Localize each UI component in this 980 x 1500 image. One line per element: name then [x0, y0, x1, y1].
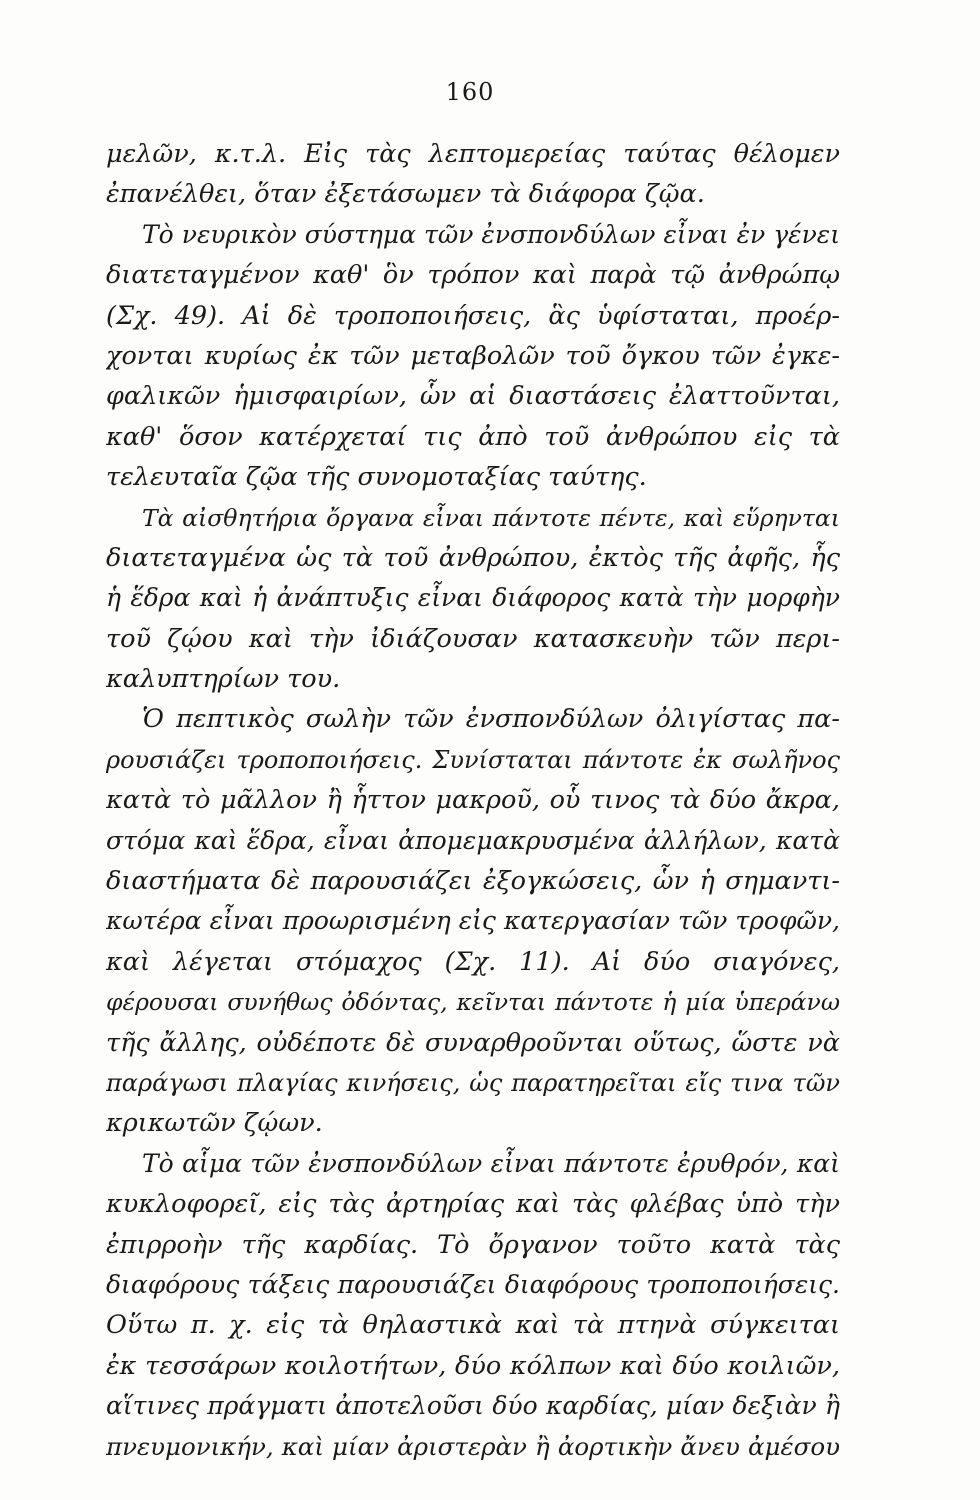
text-line: τελευταῖα ζῷα τῆς συνομοταξίας ταύτης. [106, 462, 647, 493]
text-line: χονται κυρίως ἐκ τῶν μεταβολῶν τοῦ ὄγκου τῶν ἐγκε- [106, 340, 840, 371]
text-line: Ὁ πεπτικὸς σωλὴν τῶν ἐνσπονδύλων ὀλιγίστας πα- [142, 704, 840, 735]
text-line: καλυπτηρίων του. [106, 664, 341, 695]
text-line: ἐπιρροὴν τῆς καρδίας. Τὸ ὄργανον τοῦτο κατὰ τὰς [106, 1229, 840, 1260]
text-line: διαφόρους τάξεις παρουσιάζει διαφόρους τροποποιήσεις. [106, 1269, 840, 1299]
text-line: (Σχ. 49). Αἱ δὲ τροποποιήσεις, ἃς ὑφίσταται, προέρ- [106, 300, 840, 331]
text-line: διαστήματα δὲ παρουσιάζει ἐξογκώσεις, ὧν ἡ σημαντι- [106, 866, 840, 897]
text-line: στόμα καὶ ἕδρα, εἶναι ἀπομεμακρυσμένα ἀλλήλων, κατὰ [106, 825, 840, 855]
text-line: Οὕτω π. χ. εἰς τὰ θηλαστικὰ καὶ τὰ πτηνὰ σύγκειται [106, 1310, 840, 1341]
text-line: μελῶν, κ.τ.λ. Εἰς τὰς λεπτομερείας ταύτας θέλομεν [106, 139, 840, 169]
text-line: κρικωτῶν ζῴων. [106, 1108, 323, 1139]
text-line: ἐπανέλθει, ὅταν ἐξετάσωμεν τὰ διάφορα ζῷα. [106, 179, 705, 210]
text-line: ρουσιάζει τροποποιήσεις. Συνίσταται πάντοτε ἐκ σωλῆνος [106, 745, 840, 774]
text-line: κωτέρα εἶναι προωρισμένη εἰς κατεργασίαν τῶν τροφῶν, [106, 906, 840, 936]
body-text [106, 134, 840, 1467]
text-line: τῆς ἄλλης, οὐδέποτε δὲ συναρθροῦνται οὕτως, ὥστε νὰ [106, 1027, 840, 1058]
text-line: διατεταγμένον καθ' ὃν τρόπον καὶ παρὰ τῷ ἀνθρώπῳ [106, 260, 840, 291]
text-line: καὶ λέγεται στόμαχος (Σχ. 11). Αἱ δύο σιαγόνες, [106, 946, 840, 977]
text-line: φαλικῶν ἡμισφαιρίων, ὧν αἱ διαστάσεις ἐλαττοῦνται, [106, 381, 840, 412]
text-line: κατὰ τὸ μᾶλλον ἢ ἧττον μακροῦ, οὗ τινος τὰ δύο ἄκρα, [106, 785, 840, 816]
text-line: ἐκ τεσσάρων κοιλοτήτων, δύο κόλπων καὶ δύο κοιλιῶν, [106, 1350, 840, 1381]
text-line: καθ' ὅσον κατέρχεταί τις ἀπὸ τοῦ ἀνθρώπου εἰς τὰ [106, 421, 840, 452]
text-line: κυκλοφορεῖ, εἰς τὰς ἀρτηρίας καὶ τὰς φλέβας ὑπὸ τὴν [106, 1189, 840, 1220]
text-line: τοῦ ζῴου καὶ τὴν ἰδιάζουσαν κατασκευὴν τῶν περι- [106, 623, 840, 654]
text-line: Τὸ αἷμα τῶν ἐνσπονδύλων εἶναι πάντοτε ἐρυθρόν, καὶ [142, 1148, 840, 1178]
text-line: διατεταγμένα ὡς τὰ τοῦ ἀνθρώπου, ἐκτὸς τῆς ἀφῆς, ἧς [106, 542, 840, 573]
text-line: Τὰ αἰσθητήρια ὄργανα εἶναι πάντοτε πέντε, καὶ εὕρηνται [142, 503, 840, 532]
page-number: 160 [445, 78, 495, 106]
text-line: ἡ ἕδρα καὶ ἡ ἀνάπτυξις εἶναι διάφορος κατὰ τὴν μορφὴν [106, 583, 840, 613]
text-line: πνευμονικήν, καὶ μίαν ἀριστερὰν ἢ ἀορτικὴν ἄνευ ἀμέσου [106, 1431, 840, 1461]
text-line: φέρουσαι συνήθως ὀδόντας, κεῖνται πάντοτε ἡ μία ὑπεράνω [106, 988, 840, 1017]
text-line: Τὸ νευρικὸν σύστημα τῶν ἐνσπονδύλων εἶναι ἐν γένει [142, 219, 840, 249]
text-line: παράγωσι πλαγίας κινήσεις, ὡς παρατηρεῖται εἴς τινα τῶν [106, 1068, 840, 1097]
text-line: αἵτινες πράγματι ἀποτελοῦσι δύο καρδίας, μίαν δεξιὰν ἢ [106, 1391, 840, 1421]
